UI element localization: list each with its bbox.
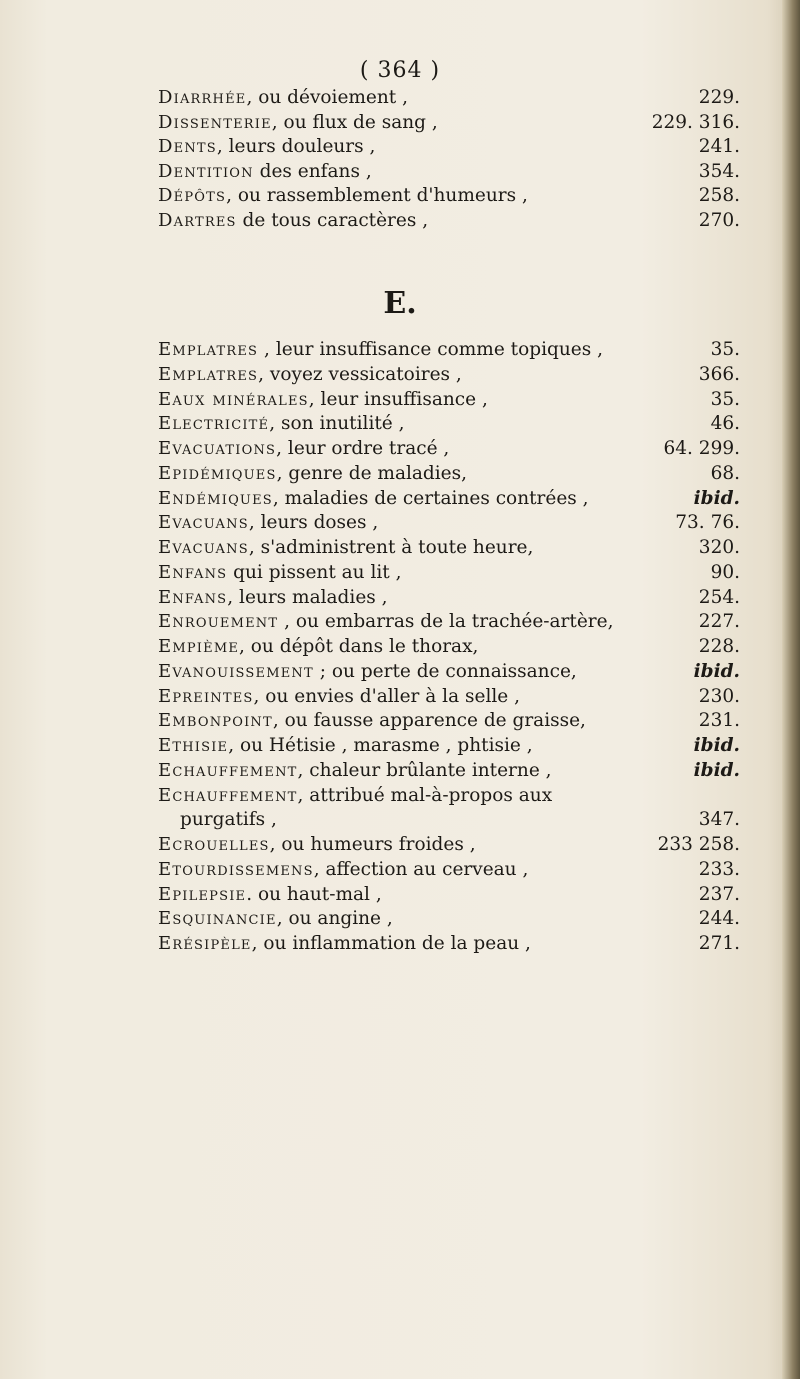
index-entry [158,907,740,932]
entry-page: 354. [698,160,740,182]
entry-head: Embonpoint [158,710,273,732]
index-entry [158,135,740,160]
entry-head: Evanouissement [158,660,314,682]
index-entry [158,111,740,136]
entry-text: , ou humeurs froides , [269,834,476,855]
entry-head: Electricité [158,413,270,435]
page-spine-edge [782,0,800,1379]
entry-text: qui pissent au lit , [227,561,402,583]
index-entry [158,462,740,487]
entry-page: 73. 76. [675,512,740,534]
entry-head: Emplatres [158,339,259,360]
entry-head: Epidémiques [158,462,277,484]
entry-text: , ou dévoiement , [246,87,408,108]
entry-head: Diarrhée [158,87,247,108]
index-entry [158,635,740,660]
index-entry [158,833,740,858]
entry-head: Eaux minérales [158,388,309,410]
entry-page: 64. 299. [663,438,740,459]
index-entry [158,487,740,512]
entry-page: 230. [698,685,740,707]
entry-page: 270. [698,209,740,231]
entry-page: 271. [698,933,740,954]
entry-text: , ou flux de sang , [271,111,438,133]
entry-head: Evacuans [158,512,249,534]
index-entry [158,808,740,833]
entry-page: 233. [698,858,740,880]
entry-head: Emplatres [158,363,259,385]
index-entry [158,685,740,710]
entry-text: , affection au cerveau , [313,858,529,880]
index-entry [158,388,740,413]
entry-text: , ou dépôt dans le thorax, [239,636,479,657]
entry-head: Dépôts [158,185,227,207]
entry-page: 366. [698,363,740,385]
index-entry [158,932,740,957]
entry-text: , leurs maladies , [227,586,388,608]
entry-text: , ou fausse apparence de graisse, [272,710,586,732]
entry-page: 35. [710,388,740,410]
entry-head: Epreintes [158,685,254,707]
index-entry [158,709,740,734]
entry-text: , ou embarras de la trachée-artère, [278,611,614,633]
entry-page: 233 258. [657,834,740,855]
entry-head: Echauffement [158,784,298,806]
index-entry [158,734,740,759]
entry-page: 229. 316. [651,111,740,133]
entry-text: , ou Hétisie , marasme , phtisie , [228,735,533,756]
entry-page: 90. [710,561,740,583]
index-list-d [158,86,740,234]
entry-head: Enfans [158,561,228,583]
entry-head: Dissenterie [158,111,272,133]
entry-text: , leurs doses , [248,512,379,534]
entry-text: , son inutilité , [269,413,405,435]
entry-page: 244. [698,908,740,930]
entry-page: 229. [698,87,740,108]
entry-text: , ou angine , [276,908,393,930]
entry-page: 254. [698,586,740,608]
entry-head: Ethisie [158,735,229,756]
entry-text: , chaleur brûlante interne , [297,759,552,781]
entry-head: Dentition [158,160,254,182]
index-entry [158,184,740,209]
index-entry [158,437,740,462]
index-entry [158,561,740,586]
entry-page: 237. [698,883,740,905]
entry-head: Evacuations [158,438,277,459]
entry-head: Ecrouelles [158,834,270,855]
entry-text: , s'administrent à toute heure, [248,537,534,558]
index-entry [158,209,740,234]
entry-page: 258. [698,185,740,207]
entry-text: ; ou perte de connaissance, [313,660,577,682]
entry-page: ibid. [693,759,740,781]
entry-head: Echauffement [158,759,298,781]
entry-head: Enfans [158,586,228,608]
entry-page: 228. [698,636,740,657]
entry-head: Esquinancie [158,908,277,930]
index-entry [158,536,740,561]
index-entry [158,759,740,784]
entry-text: , leur insuffisance comme topiques , [258,339,603,360]
index-entry [158,610,740,635]
entry-page: 320. [698,537,740,558]
index-entry [158,338,740,363]
index-list-e [158,338,740,957]
index-entry [158,784,740,809]
entry-head: Enrouement [158,611,279,633]
entry-text: . ou haut-mal , [246,883,382,905]
entry-text: , leur ordre tracé , [276,438,450,459]
entry-page: ibid. [693,660,740,682]
entry-head: Empième [158,636,240,657]
entry-page: ibid. [693,735,740,756]
entry-page: 46. [710,413,740,435]
index-entry [158,412,740,437]
entry-text: , ou inflammation de la peau , [251,933,531,954]
entry-page: ibid. [693,487,740,509]
page-number: ( 364 ) [359,58,441,83]
section-letter: E. [383,286,417,321]
entry-head: Epilepsie [158,883,247,905]
index-entry [158,883,740,908]
index-entry [158,586,740,611]
entry-page: 35. [710,339,740,360]
entry-text: , maladies de certaines contrées , [272,487,589,509]
entry-head: Dents [158,136,217,158]
entry-page: 347. [698,809,740,831]
entry-text: purgatifs , [180,809,277,831]
entry-head: Dartres [158,209,237,231]
index-entry [158,660,740,685]
entry-head: Evacuans [158,537,249,558]
index-entry [158,511,740,536]
entry-text: des enfans , [253,160,372,182]
entry-text: , genre de maladies, [276,462,468,484]
index-entry [158,160,740,185]
entry-page: 68. [710,462,740,484]
entry-text: , ou envies d'aller à la selle , [253,685,520,707]
entry-text: , voyez vessicatoires , [258,363,462,385]
index-entry [158,86,740,111]
entry-head: Erésipèle [158,933,252,954]
index-entry [158,363,740,388]
index-entry [158,858,740,883]
entry-page: 227. [698,611,740,633]
entry-text: , leur insuffisance , [308,388,488,410]
entry-text: , ou rassemblement d'humeurs , [226,185,528,207]
entry-text: de tous caractères , [236,209,429,231]
entry-text: , attribué mal-à-propos aux [297,784,553,806]
entry-head: Endémiques [158,487,273,509]
entry-head: Etourdissemens [158,858,314,880]
entry-text: , leurs douleurs , [216,136,376,158]
entry-page: 231. [698,710,740,732]
entry-page: 241. [698,136,740,158]
